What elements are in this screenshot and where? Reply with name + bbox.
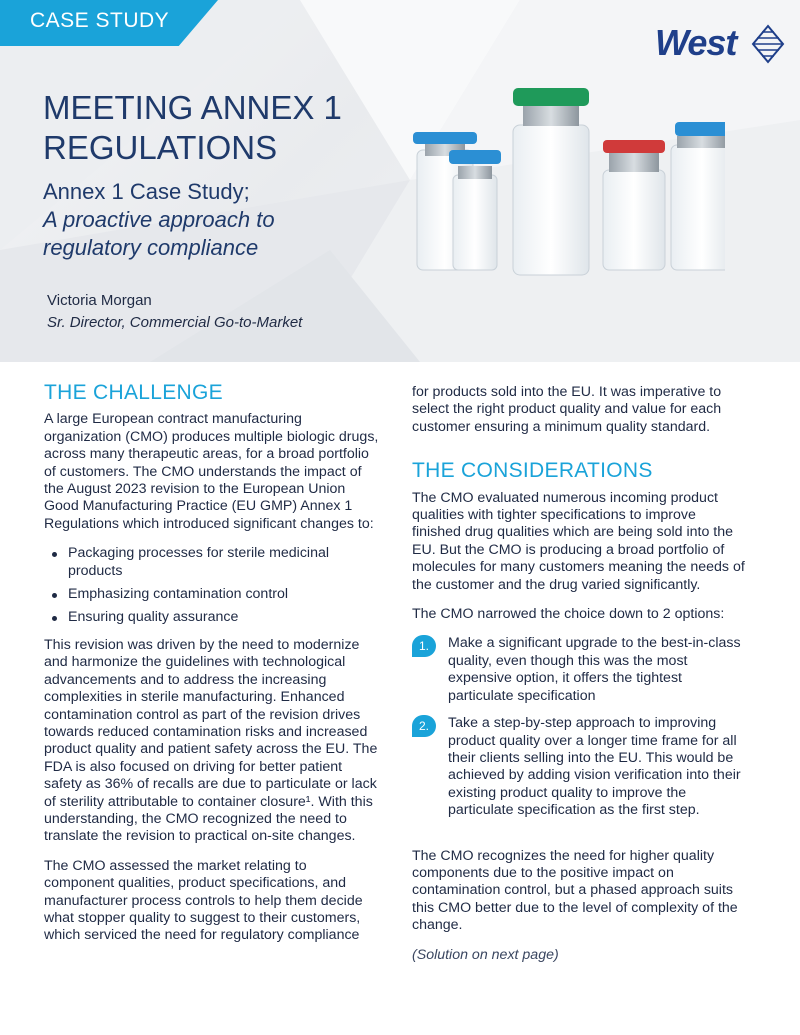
challenge-paragraph-2: This revision was driven by the need to modernize and harmonize the guidelines with technological advancements and to address the increasing complexities in sterile manufacturing. Enhanced contamination control as part of the revision drives towards reduced contamination risks and increased product quality and patient safety across the EU. The FDA is also focused on driving for better patient safety as 36% of recalls are due to particulate or lack of sterility attributable to container closure¹. With this understanding, the CMO recognized the need to translate the revision to practical on-site changes.	[44, 636, 378, 845]
vials-image	[395, 80, 725, 295]
challenge-bullet-list	[44, 545, 380, 627]
continued-paragraph: for products sold into the EU. It was imperative to select the right product quality and value for each customer ensuring a minimum quality standard.	[412, 384, 722, 435]
west-logo	[655, 22, 785, 72]
logo-wordmark: West	[655, 22, 737, 63]
challenge-paragraph-1: A large European contract manufacturing organization (CMO) produces multiple biologic drugs, across many therapeutic areas, for a broad portfolio of customers. The CMO understands the impact of the August 2023 revision to the European Union Good Manufacturing Practice (EU GMP) Annex 1 Regulations which introduced significant changes to:	[44, 411, 379, 532]
option-number-badge: 2.	[412, 715, 436, 737]
hero-banner	[0, 0, 800, 362]
case-study-badge-label: CASE STUDY	[30, 9, 170, 32]
list-item: Packaging processes for sterile medicinal products	[44, 545, 380, 580]
page-subtitle	[43, 178, 363, 262]
challenge-heading: THE CHALLENGE	[44, 381, 223, 404]
considerations-heading: THE CONSIDERATIONS	[412, 459, 653, 483]
considerations-paragraph-1: The CMO evaluated numerous incoming product qualities with tighter specifications to improve finished drug qualities which are being sold into the EU. But the CMO is producing a broad portfolio of molecules for many customers meaning the needs of the customer and the drug varied significantly.	[412, 489, 745, 593]
left-column	[44, 381, 380, 957]
option-number-badge: 1.	[412, 635, 436, 657]
page-title: MEETING ANNEX 1 REGULATIONS	[43, 89, 342, 166]
author-title: Sr. Director, Commercial Go-to-Market	[47, 314, 303, 331]
continuation-note: (Solution on next page)	[412, 946, 559, 963]
considerations-paragraph-3: The CMO recognizes the need for higher quality components due to the positive impact on contamination control, but a phased approach suits this CMO better due to the level of complexity of the change.	[412, 847, 738, 934]
author-name: Victoria Morgan	[47, 292, 152, 309]
right-column	[412, 384, 748, 976]
challenge-paragraph-3: The CMO assessed the market relating to component qualities, product specifications, and manufacturer process controls to help them decide what stopper quality to suggest to their customers, which serviced the need for regulatory compliance	[44, 857, 363, 944]
list-item: Ensuring quality assurance	[44, 609, 380, 626]
option-item	[412, 715, 748, 819]
option-text: Take a step-by-step approach to improving product quality over a longer time frame for all their clients selling into the EU. This would be achieved by adding vision verification into their existing product quality to improve the particulate specification as the first step.	[448, 715, 741, 819]
list-item: Emphasizing contamination control	[44, 586, 380, 603]
subtitle-line-1: Annex 1 Case Study;	[43, 179, 250, 204]
option-text: Make a significant upgrade to the best-in-class quality, even though this was the most expensive option, it offers the tightest particulate specification	[448, 635, 741, 704]
logo-globe-icon	[751, 24, 785, 64]
considerations-paragraph-2: The CMO narrowed the choice down to 2 options:	[412, 606, 725, 623]
option-item	[412, 635, 748, 705]
subtitle-line-2: A proactive approach to regulatory compliance	[43, 207, 275, 260]
